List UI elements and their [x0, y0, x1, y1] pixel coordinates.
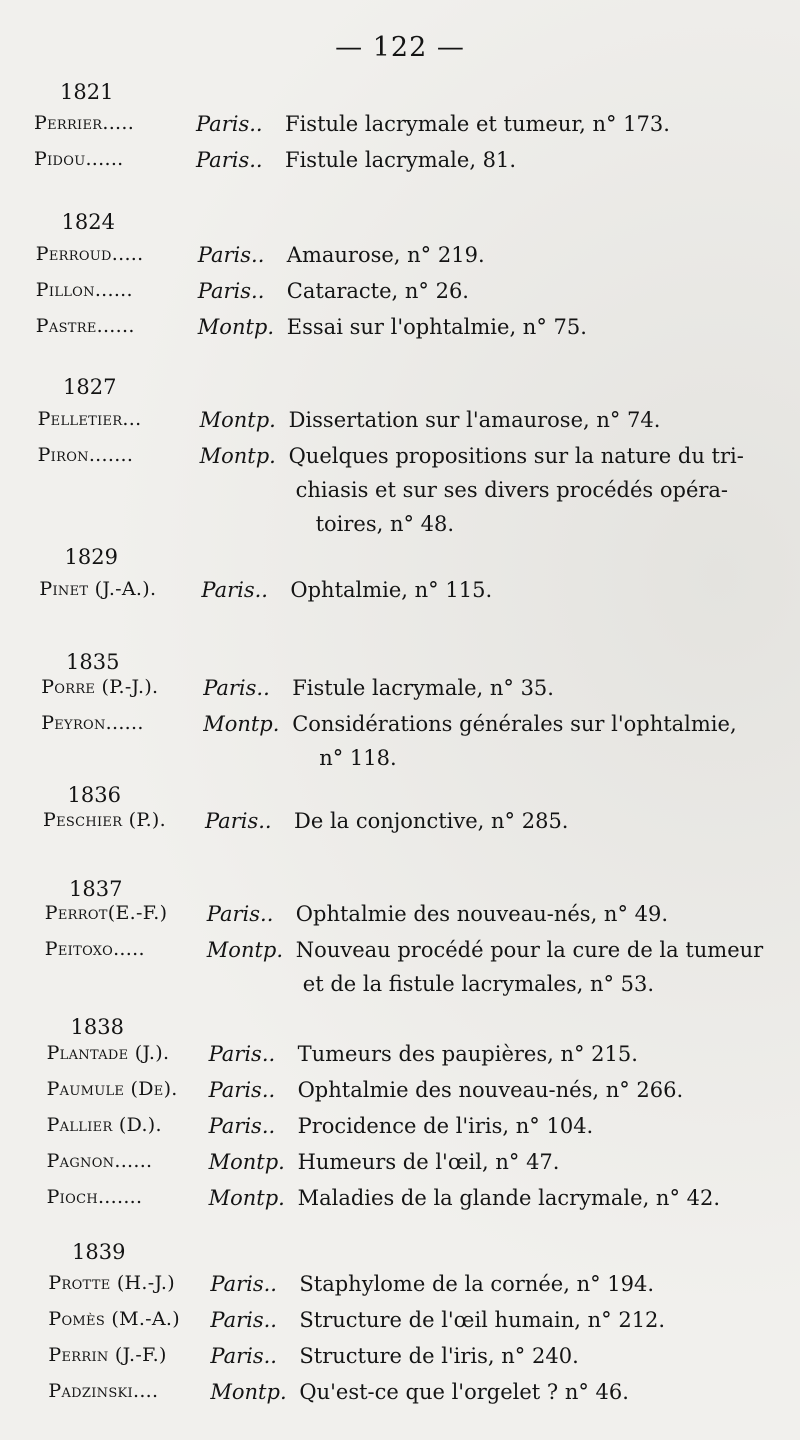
author-name: Perrot(E.-F.): [44, 902, 168, 924]
page-number: — 122 —: [335, 32, 465, 63]
section-year: 1827: [63, 375, 117, 399]
author-name: Peitoxo.....: [44, 938, 145, 960]
thesis-title: Dissertation sur l'amaurose, n° 74.: [288, 408, 661, 432]
faculty-city: Paris..: [210, 1344, 277, 1368]
thesis-title: Fistule lacrymale, n° 35.: [292, 676, 554, 700]
faculty-city: Montp.: [210, 1380, 287, 1404]
author-name: Pinet (J.-A.).: [39, 578, 157, 600]
faculty-city: Montp.: [208, 1150, 285, 1174]
thesis-title: Qu'est-ce que l'orgelet ? n° 46.: [299, 1380, 629, 1404]
faculty-city: Montp.: [208, 1186, 285, 1210]
faculty-city: Paris..: [210, 1308, 277, 1332]
section-year: 1824: [61, 210, 115, 234]
faculty-city: Paris..: [201, 578, 268, 602]
section-year: 1839: [72, 1240, 126, 1264]
thesis-title: Structure de l'œil humain, n° 212.: [299, 1308, 666, 1332]
author-name: Pastre......: [35, 315, 135, 337]
thesis-title: Amaurose, n° 219.: [286, 243, 485, 267]
thesis-title: Fistule lacrymale et tumeur, n° 173.: [285, 112, 670, 136]
thesis-title: Essai sur l'ophtalmie, n° 75.: [286, 315, 587, 339]
author-name: Pidou......: [34, 148, 124, 170]
author-name: Pomès (M.-A.): [48, 1308, 180, 1330]
thesis-title: Ophtalmie, n° 115.: [290, 578, 493, 602]
author-name: Pagnon......: [46, 1150, 153, 1172]
author-name: Padzinski....: [48, 1380, 159, 1402]
section-year: 1821: [60, 80, 114, 104]
thesis-title-continued: n° 118.: [319, 746, 397, 770]
faculty-city: Paris..: [206, 902, 274, 926]
thesis-title: Quelques propositions sur la nature du tri-: [288, 444, 744, 468]
thesis-title: Nouveau procédé pour la cure de la tumeur: [295, 938, 764, 962]
thesis-title: Procidence de l'iris, n° 104.: [297, 1114, 594, 1138]
thesis-title-continued: toires, n° 48.: [315, 512, 455, 536]
author-name: Porre (P.-J.).: [41, 676, 159, 698]
faculty-city: Montp.: [206, 938, 284, 962]
author-name: Protte (H.-J.): [48, 1272, 175, 1294]
author-name: Pioch.......: [46, 1186, 143, 1208]
author-name: Perrin (J.-F.): [48, 1344, 167, 1366]
author-name: Pallier (D.).: [46, 1114, 162, 1136]
author-name: Peschier (P.).: [43, 809, 166, 831]
thesis-title: De la conjonctive, n° 285.: [294, 809, 569, 833]
faculty-city: Montp.: [197, 315, 275, 339]
thesis-title: Considérations générales sur l'ophtalmie,: [292, 712, 737, 736]
section-year: 1838: [70, 1015, 124, 1039]
thesis-title-continued: et de la fistule lacrymales, n° 53.: [302, 972, 655, 996]
author-name: Peyron......: [41, 712, 144, 734]
thesis-title-continued: chiasis et sur ses divers procédés opéra-: [295, 478, 729, 502]
faculty-city: Paris..: [208, 1114, 276, 1138]
section-year: 1835: [66, 650, 120, 674]
faculty-city: Paris..: [196, 112, 263, 136]
thesis-title: Fistule lacrymale, 81.: [285, 148, 517, 172]
faculty-city: Paris..: [208, 1042, 276, 1066]
author-name: Plantade (J.).: [46, 1042, 170, 1064]
author-name: Pillon......: [35, 279, 133, 301]
faculty-city: Montp.: [199, 444, 276, 468]
thesis-title: Structure de l'iris, n° 240.: [299, 1344, 579, 1368]
author-name: Perrier.....: [34, 112, 135, 134]
author-name: Piron.......: [37, 444, 134, 466]
author-name: Pelletier...: [37, 408, 142, 430]
author-name: Perroud.....: [35, 243, 144, 265]
thesis-title: Cataracte, n° 26.: [286, 279, 469, 303]
thesis-title: Maladies de la glande lacrymale, n° 42.: [297, 1186, 721, 1210]
faculty-city: Paris..: [197, 279, 265, 303]
author-name: Paumule (De).: [46, 1078, 178, 1100]
faculty-city: Paris..: [196, 148, 263, 172]
faculty-city: Paris..: [203, 676, 270, 700]
faculty-city: Paris..: [197, 243, 265, 267]
thesis-title: Staphylome de la cornée, n° 194.: [299, 1272, 655, 1296]
thesis-title: Ophtalmie des nouveau-nés, n° 266.: [297, 1078, 684, 1102]
faculty-city: Paris..: [210, 1272, 277, 1296]
thesis-title: Ophtalmie des nouveau-nés, n° 49.: [295, 902, 669, 926]
section-year: 1836: [67, 783, 121, 807]
faculty-city: Montp.: [199, 408, 276, 432]
faculty-city: Paris..: [205, 809, 272, 833]
section-year: 1829: [64, 545, 118, 569]
section-year: 1837: [69, 877, 123, 901]
faculty-city: Montp.: [203, 712, 280, 736]
faculty-city: Paris..: [208, 1078, 276, 1102]
thesis-title: Humeurs de l'œil, n° 47.: [297, 1150, 560, 1174]
thesis-title: Tumeurs des paupières, n° 215.: [297, 1042, 638, 1066]
